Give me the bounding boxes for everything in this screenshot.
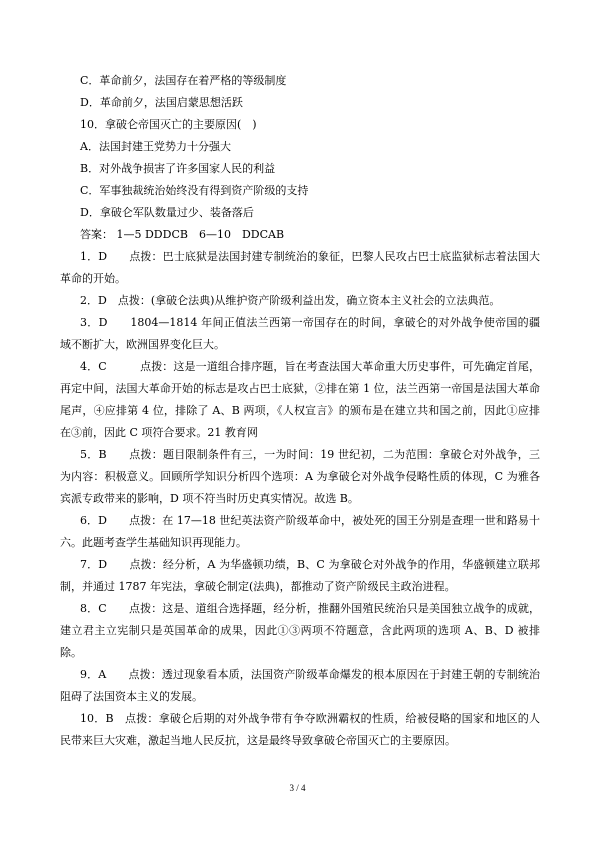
question-10-option-a: A．法国封建王党势力十分强大	[80, 140, 231, 153]
question-10-option-d: D．拿破仑军队数量过少、装备落后	[80, 206, 254, 219]
page-number: 3 / 4	[289, 783, 306, 793]
explanation-10: 10．B 点拨：拿破仑后期的对外战争带有争夺欧洲霸权的性质，给被侵略的国家和地区的人民带来巨大灾难，激起当地人民反抗，这是最终导致拿破仑帝国灭亡的主要原因。	[60, 712, 540, 747]
page-content	[60, 70, 540, 752]
explanation-7: 7．D 点拨：经分析，A 为华盛顿功绩，B、C 为拿破仑对外战争的作用，华盛顿建立联邦制，并通过 1787 年宪法，拿破仑制定(法典)，都推动了资产阶级民主政治进程。	[60, 558, 540, 593]
explanation-1: 1．D 点拨：巴士底狱是法国封建专制统治的象征，巴黎人民攻占巴士底监狱标志着法国大革命的开始。	[60, 250, 540, 285]
answer-key: 答案： 1—5 DDDCB 6—10 DDCAB	[80, 228, 285, 241]
question-10-option-c: C．军事独裁统治始终没有得到资产阶级的支持	[80, 184, 309, 197]
explanation-6: 6．D 点拨：在 17—18 世纪英法资产阶级革命中，被处死的国王分别是查理一世和路易十六。此题考查学生基础知识再现能力。	[60, 514, 540, 549]
option-d-q9: D．革命前夕，法国启蒙思想活跃	[80, 96, 243, 109]
explanation-8: 8．C 点拨：这是、道组合选择题，经分析，推翻外国殖民统治只是美国独立战争的成就，建立君主立宪制只是英国革命的成果，因此①③两项不符题意，含此两项的选项 A、B、D 被排除。	[60, 602, 540, 659]
explanation-2: 2．D 点拨：(拿破仑法典)从维护资产阶级利益出发，确立资本主义社会的立法典范。	[80, 294, 501, 307]
explanation-3: 3．D 1804—1814 年间正值法兰西第一帝国存在的时间，拿破仑的对外战争使帝国的疆域不断扩大，欧洲国界变化巨大。	[60, 316, 540, 351]
explanation-9: 9．A 点拨：透过现象看本质，法国资产阶级革命爆发的根本原因在于封建王朝的专制统治阻碍了法国资本主义的发展。	[60, 668, 540, 703]
question-10-stem: 10．拿破仑帝国灭亡的主要原因( )	[80, 118, 257, 131]
question-10-option-b: B．对外战争损害了许多国家人民的利益	[80, 162, 276, 175]
option-c-q9: C．革命前夕，法国存在着严格的等级制度	[80, 74, 287, 87]
explanation-4: 4．C 点拨：这是一道组合排序题，旨在考查法国大革命重大历史事件，可先确定首尾，再定中间，法国大革命开始的标志是攻占巴士底狱，②排在第 1 位，法兰西第一帝国是法国大革命尾声，④应排第 4 位，排除了 A、B 两项，《人权宣言》的颁布是在建立共和国之前，因此①应排在③前，因此 C 项符合要求。21 教育网	[60, 360, 540, 439]
explanation-5: 5．B 点拨：题目限制条件有三，一为时间：19 世纪初，二为范围：拿破仑对外战争，三为内容：积极意义。回顾所学知识分析四个选项：A 为拿破仑对外战争侵略性质的体现，C 为雅各宾派专政带来的影响，D 项不符当时历史真实情况。故选 B。	[60, 448, 540, 505]
